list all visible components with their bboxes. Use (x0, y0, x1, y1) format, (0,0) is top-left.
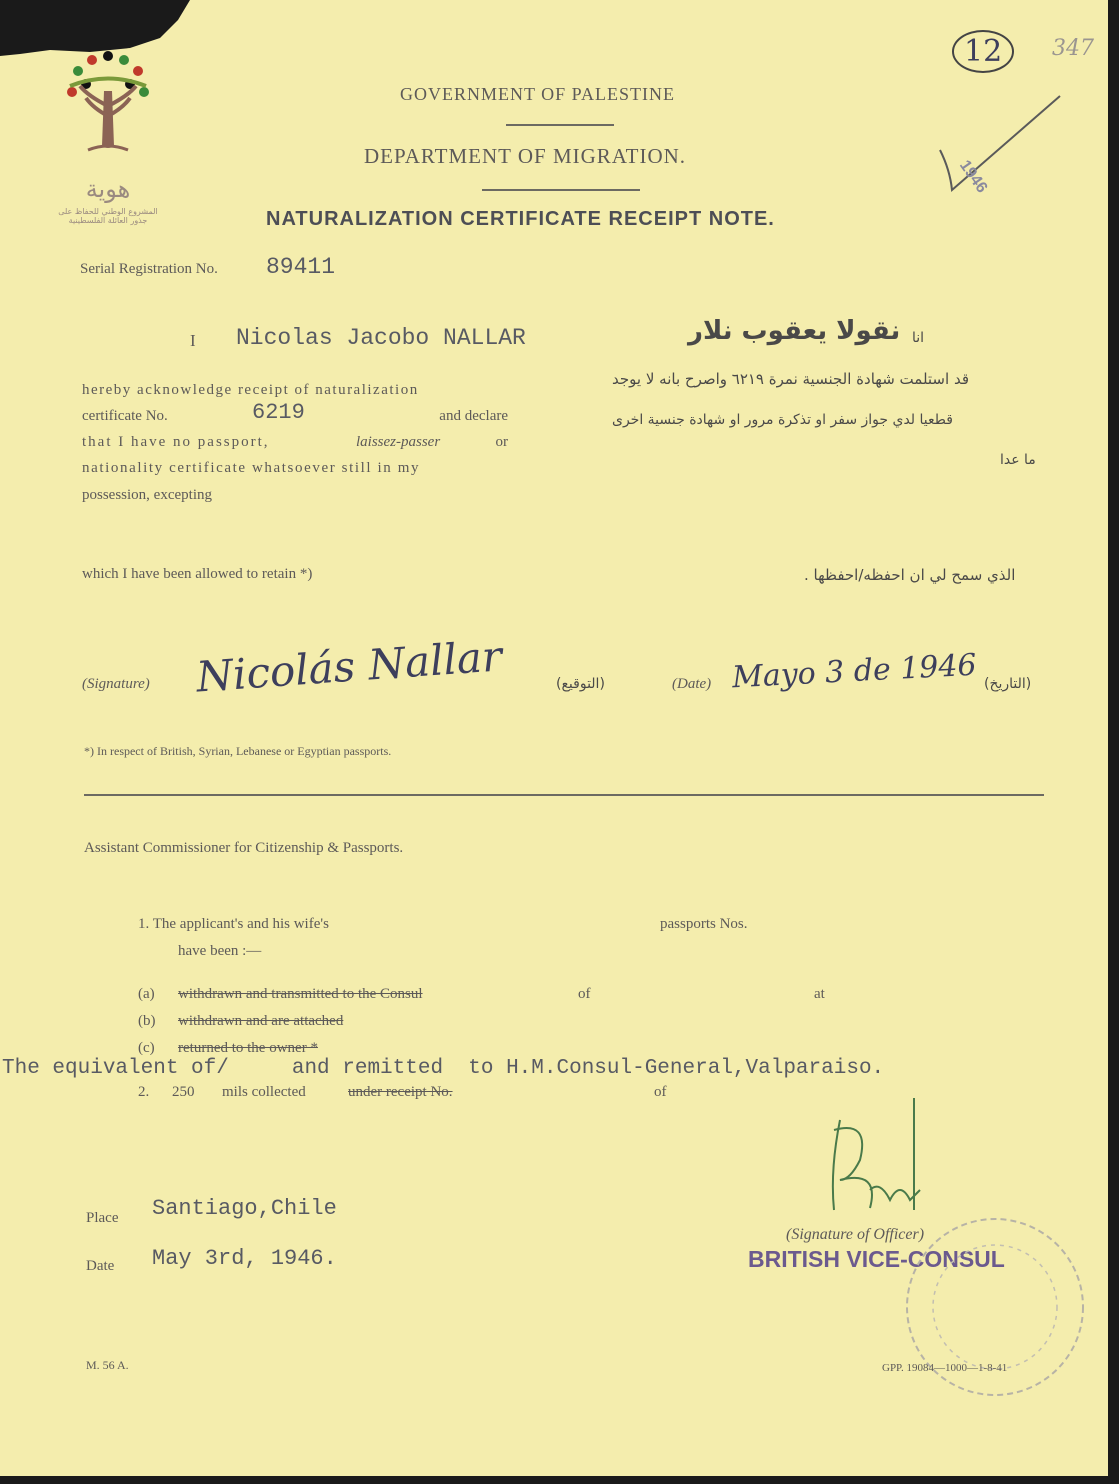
certificate-number: 6219 (252, 400, 305, 425)
declaration-line-3-b: or (495, 434, 508, 450)
arabic-declaration-line-1: قد استلمت شهادة الجنسية نمرة ٦٢١٩ واصرح بانه لا يوجد (612, 370, 969, 388)
tree-icon (58, 46, 158, 166)
item-a-of: of (578, 986, 591, 1002)
department-heading: DEPARTMENT OF MIGRATION. (364, 144, 687, 168)
arabic-applicant-name: نقولا يعقوب نلار (688, 316, 901, 346)
declaration-line-3-a: that I have no passport, (82, 434, 270, 450)
item-1-passports: passports Nos. (660, 916, 748, 932)
item-a-at: at (814, 986, 825, 1002)
passport-footnote: *) In respect of British, Syrian, Lebanese or Egyptian passports. (84, 744, 392, 758)
item-1-text: 1. The applicant's and his wife's (138, 916, 329, 932)
pronoun-i: I (190, 331, 196, 350)
arabic-declaration-line-2: قطعيا لدي جواز سفر او تذكرة مرور او شهادة جنسية اخرى (612, 412, 953, 428)
signature-label: (Signature) (82, 676, 150, 692)
date-label-bottom: Date (86, 1258, 115, 1274)
declaration-line-1-text: hereby acknowledge receipt of naturalization (82, 382, 419, 398)
item-c-text: returned to the owner * (178, 1040, 318, 1056)
item-c-label: (c) (138, 1040, 155, 1056)
received-stamp-date: 1946 (956, 157, 991, 197)
typed-remittance-line: The equivalent of/ and remitted to H.M.Consul-General,Valparaiso. (2, 1057, 885, 1080)
declaration-line-2-b: and declare (439, 408, 508, 424)
government-heading: GOVERNMENT OF PALESTINE (400, 84, 676, 104)
officer-heading: Assistant Commissioner for Citizenship & Passports. (84, 840, 404, 856)
circled-number: 12 (952, 30, 1014, 73)
officer-signature (810, 1090, 950, 1230)
arabic-declaration-line-3: ما عدا (1000, 452, 1036, 468)
item-2-strike: under receipt No. (348, 1084, 453, 1100)
applicant-date: Mayo 3 de 1946 (731, 647, 978, 696)
arabic-retain-line: الذي سمح لي ان احفظه/احفظها . (804, 566, 1016, 584)
item-b-text: withdrawn and are attached (178, 1013, 344, 1029)
item-1-have-been: have been :— (178, 943, 262, 959)
place-value: Santiago,Chile (152, 1196, 337, 1221)
item-a-label: (a) (138, 986, 155, 1002)
section-divider (84, 794, 1044, 796)
printer-code: GPP. 19084—1000—1-8-41 (882, 1362, 1008, 1374)
laissez-passer-text: laissez-passer (356, 434, 441, 450)
declaration-line-2 (82, 400, 508, 425)
item-2-of: of (654, 1084, 667, 1100)
page-reference: 347 (1052, 36, 1094, 61)
place-label: Place (86, 1210, 119, 1226)
signature-arabic-label: (التوقيع) (556, 676, 605, 692)
logo-caption-1: المشروع الوطني للحفاظ على (58, 207, 158, 216)
logo-caption-2: جذور العائلة الفلسطينية (68, 216, 148, 225)
check-mark (930, 90, 1070, 200)
logo-arabic-name: هوية (85, 175, 131, 203)
declaration-line-4: nationality certificate whatsoever still in my (82, 460, 421, 476)
declaration-line-2-a: certificate No. (82, 408, 168, 424)
date-value-bottom: May 3rd, 1946. (152, 1246, 337, 1271)
item-a-text: withdrawn and transmitted to the Consul (178, 986, 423, 1002)
declaration-line-5: possession, excepting (82, 487, 212, 503)
heritage-logo (58, 46, 158, 226)
retain-line: which I have been allowed to retain *) (82, 566, 313, 582)
header-rule-2 (482, 189, 640, 191)
declaration-line-1 (82, 382, 508, 399)
declaration-line-3 (82, 434, 508, 451)
form-code: M. 56 A. (86, 1358, 129, 1372)
header-rule-1 (506, 124, 614, 126)
officer-signature-label: (Signature of Officer) (786, 1226, 925, 1243)
date-arabic-label: (التاريخ) (984, 676, 1032, 692)
item-2-number: 2. (138, 1084, 150, 1100)
serial-label: Serial Registration No. (80, 261, 218, 277)
document-title: NATURALIZATION CERTIFICATE RECEIPT NOTE. (266, 208, 775, 230)
serial-number: 89411 (266, 254, 336, 280)
date-label: (Date) (672, 676, 712, 692)
arabic-pronoun: انا (912, 330, 925, 346)
item-b-label: (b) (138, 1013, 156, 1029)
item-2-text: mils collected (222, 1084, 306, 1100)
applicant-signature: Nicolás Nallar (194, 631, 504, 702)
item-2-amount: 250 (172, 1084, 195, 1100)
applicant-name: Nicolas Jacobo NALLAR (236, 325, 526, 351)
british-vice-consul-stamp: BRITISH VICE-CONSUL (748, 1246, 1005, 1272)
